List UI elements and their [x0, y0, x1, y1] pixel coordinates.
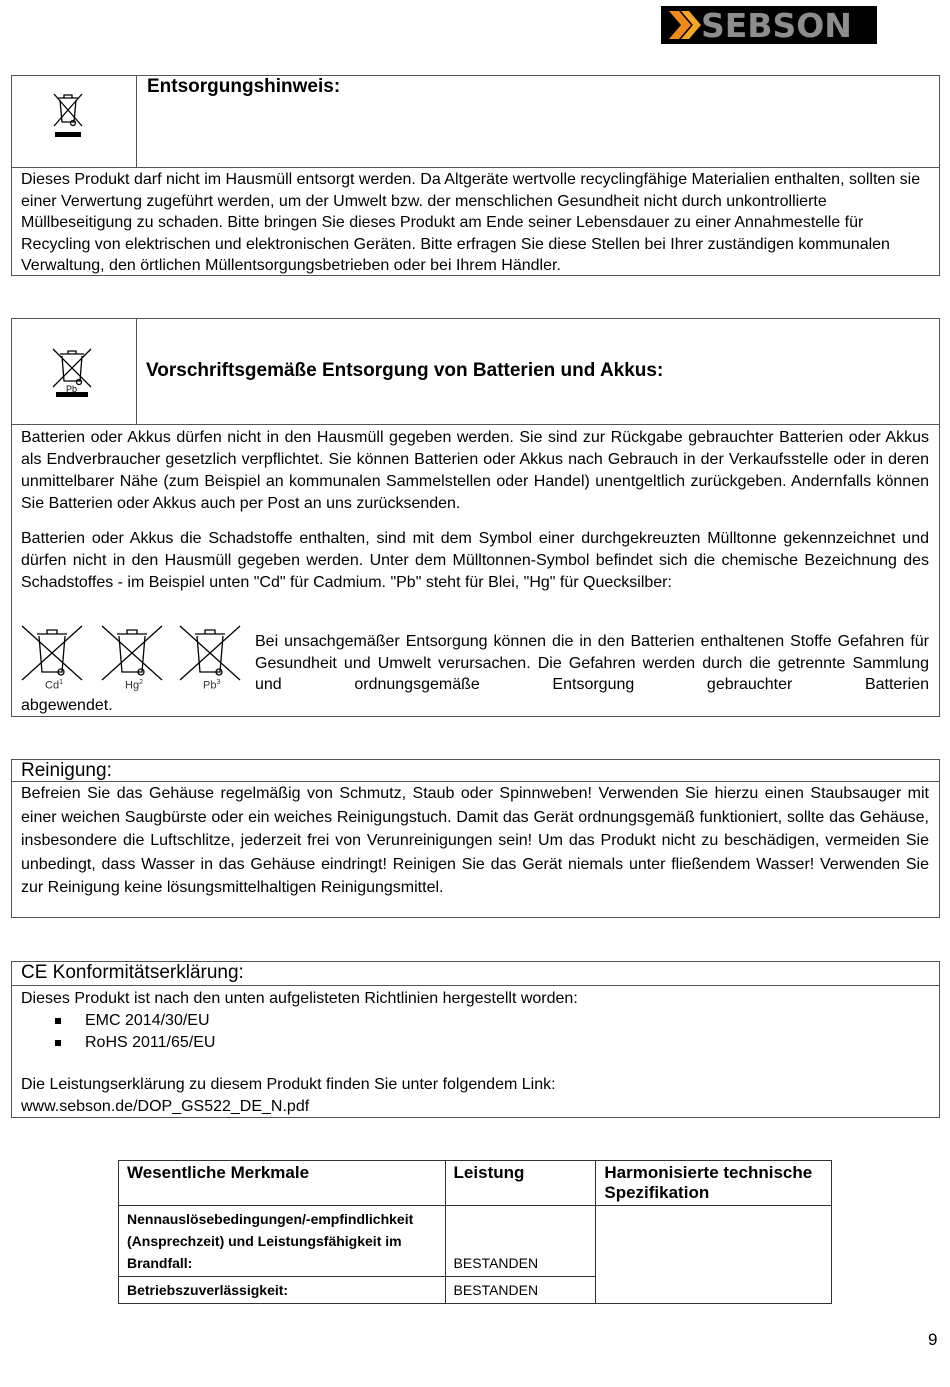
battery-title: Vorschriftsgemäße Entsorgung von Batterien und Akkus:: [146, 360, 664, 381]
directive-list: [21, 1010, 421, 1053]
dop-link[interactable]: www.sebson.de/DOP_GS522_DE_N.pdf: [21, 1098, 310, 1115]
battery-para2: Batterien oder Akkus die Schadstoffe enthalten, sind mit dem Symbol einer durchgekreuzten Mülltonne gekennzeichnet und dürfen nicht in den Hausmüll gegeben werden. Unter dem Mülltonnen-Symbol befindet sich die chemische Bezeichnung des Schadstoffes - im Beispiel unten "Cd" für Cadmium. "Pb" steht für Blei, "Hg" für Quecksilber:: [21, 530, 929, 591]
brand-name: SEBSON: [701, 6, 852, 45]
battery-icon-label: Pb: [66, 384, 78, 394]
battery-para3-end: abgewendet.: [21, 697, 113, 714]
crossed-bin-icon: [52, 92, 84, 140]
table-row: [119, 1206, 832, 1277]
row-result: BESTANDEN: [445, 1277, 596, 1304]
table-header-row: [119, 1161, 832, 1206]
disposal-title: Entsorgungshinweis:: [147, 76, 341, 97]
header-performance: Leistung: [445, 1161, 596, 1206]
pb-label: Pb$^3$: [203, 679, 221, 692]
hg-label: Hg$^2$: [125, 679, 143, 692]
cleaning-title: Reinigung:: [21, 760, 112, 781]
page-number: 9: [928, 1330, 938, 1349]
list-item: EMC 2014/30/EU: [21, 1010, 421, 1032]
disposal-text: Dieses Produkt darf nicht im Hausmüll entsorgt werden. Da Altgeräte wertvolle recyclingfähige Materialien enthalten, sollten sie einer Verwertung zugeführt werden, um der Umwelt bzw. der menschlichen Gesundheit nicht durch unkontrollierte Müllbeseitigung zu schaden. Bitte bringen Sie dieses Produkt am Ende seiner Lebensdauer zu einer Annahmestelle für Recycling von elektrischen und elektronischen Geräten. Bitte erfragen Sie diese Stellen bei Ihrer zuständigen kommunalen Verwaltung, den örtlichen Müllentsorgungsbetrieben oder bei Ihrem Händler.: [21, 171, 921, 274]
cd-label: Cd$^1$: [45, 679, 63, 692]
row-feature: Betriebszuverlässigkeit:: [119, 1277, 446, 1304]
brand-logo: [661, 6, 877, 44]
battery-symbols: [19, 624, 244, 694]
chevron-logo-icon: [667, 9, 703, 41]
battery-para1: Batterien oder Akkus dürfen nicht in den Hausmüll gegeben werden. Sie sind zur Rückgabe gebrauchter Batterien oder Akkus als Endverbraucher gesetzlich verpflichtet. Sie können Batterien oder Akkus nach Gebrauch in der Verkaufsstelle oder in deren unmittelbarer Nähe (zum Beispiel an kommunalen Sammelstellen oder Handel) unentgeltlich zurückgeben. Andernfalls können Sie Batterien oder Akkus auch per Post an uns zurücksenden.: [21, 429, 929, 512]
dop-text: Die Leistungserklärung zu diesem Produkt finden Sie unter folgendem Link:: [21, 1076, 556, 1093]
cleaning-text: Befreien Sie das Gehäuse regelmäßig von Schmutz, Staub oder Spinnweben! Verwenden Sie hierzu einen Staubsauger mit einer weichen Saugbürste oder ein weiches Reinigungstuch. Damit das Gerät ordnungsgemäß funktioniert, sollte das Gehäuse, insbesondere die Luftschlitze, jederzeit frei von Verunreinigungen sein! Um das Produkt nicht zu beschädigen, vermeiden Sie unbedingt, dass Wasser in das Gehäuse eindringt! Reinigen Sie das Gerät niemals unter fließendem Wasser! Verwenden Sie zur Reinigung keine lösungsmittelhaltigen Reinigungsmittel.: [21, 785, 929, 896]
ce-title: CE Konformitätserklärung:: [21, 962, 244, 983]
header-spec: Harmonisierte technische Spezifikation: [596, 1161, 832, 1206]
spec-table: [118, 1160, 832, 1304]
battery-bin-icon: [50, 347, 94, 403]
ce-intro: Dieses Produkt ist nach den unten aufgelisteten Richtlinien hergestellt worden:: [21, 990, 578, 1007]
list-item: RoHS 2011/65/EU: [21, 1032, 421, 1054]
battery-para3: Bei unsachgemäßer Entsorgung können die in den Batterien enthaltenen Stoffe Gefahren für Gesundheit und Umwelt verursachen. Die Gefahren werden durch die getrennte Sammlung und ordnungsgemäße Entsorgung gebrauchter Batterien: [255, 633, 929, 693]
row-result: BESTANDEN: [445, 1206, 596, 1277]
header-features: Wesentliche Merkmale: [119, 1161, 446, 1206]
spec-cell: [596, 1206, 832, 1304]
row-feature: Nennauslösebedingungen/-empfindlichkeit (Ansprechzeit) und Leistungsfähigkeit im Brandfall:: [119, 1206, 446, 1277]
